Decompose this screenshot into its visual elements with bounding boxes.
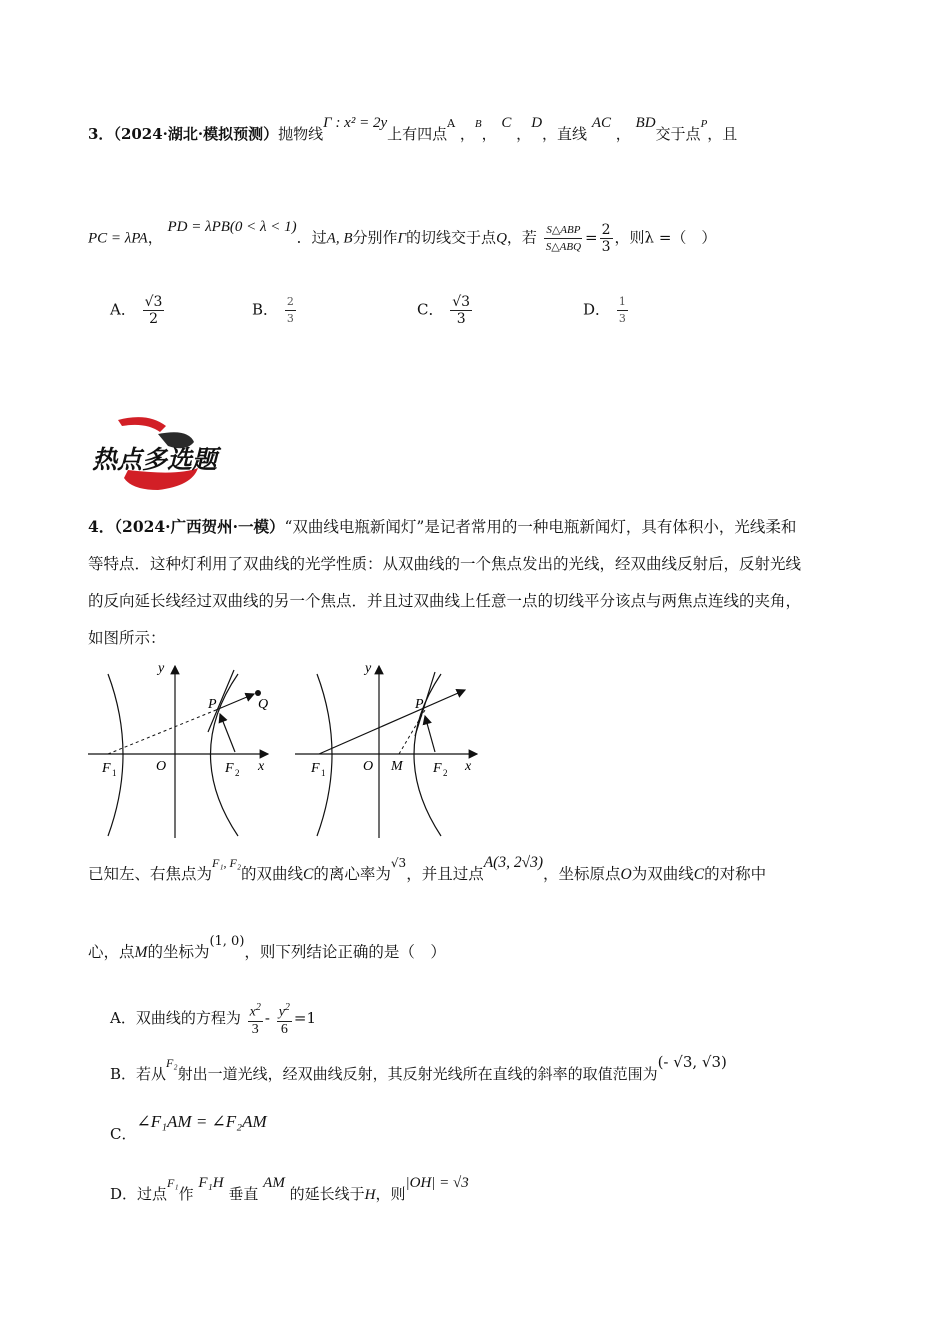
label-f2-sub: 2: [443, 768, 448, 778]
q3-line2: PC = λPA， PD = λPB(0 < λ < 1)．过A, B分别作Γ的切线交于点Q，若 $\frac{\text{S△ABP}}{\text{S△ABQ}}$ = $\frac{2}{3}$ ，则λ =（ ）: [88, 218, 717, 255]
option-text: 的延长线于: [289, 1185, 365, 1203]
option-label: C．: [417, 300, 444, 319]
option-text: ，则: [375, 1185, 406, 1203]
q3-text: ，则λ =（ ）: [614, 228, 717, 247]
q4-number: 4．: [88, 517, 115, 536]
option-label: B．: [252, 300, 279, 319]
option-label: D．: [110, 1185, 138, 1203]
q3-ratio-value: [600, 222, 613, 255]
q3-text: 上有四点: [387, 125, 448, 143]
q4-intro-line2: 等特点．这种灯利用了双曲线的光学性质：从双曲线的一个焦点发出的光线，经双曲线反射后，反射光线: [88, 555, 802, 573]
q4-c: C: [693, 866, 705, 883]
option-label: A．: [110, 1008, 136, 1027]
q3-text: ，且: [707, 125, 738, 143]
frac-den: 2: [149, 311, 158, 327]
option-label: B．: [110, 1065, 137, 1083]
incident-ray: [425, 716, 435, 752]
option-label: A．: [110, 300, 136, 319]
frac-den: 3: [618, 312, 626, 325]
q4-eccentricity: √3: [390, 856, 407, 870]
label-f1-sub: 1: [112, 768, 117, 778]
option-text: 双曲线的方程为: [135, 1008, 241, 1027]
option-am: AM: [263, 1175, 285, 1191]
option-eq: ∠F₁AM = ∠F₂AM: [136, 1112, 267, 1131]
q4-m-coord: (1, 0): [209, 934, 245, 949]
label-f1: F: [311, 761, 320, 776]
label-y: y: [365, 661, 372, 676]
option-h: H: [364, 1187, 376, 1203]
q3-point-p: P: [700, 118, 708, 130]
q4-intro-line3: 的反向延长线经过双曲线的另一个焦点．并且过双曲线上任意一点的切线平分该点与两焦点连线的夹角，: [88, 592, 802, 610]
q3-text: ，若: [506, 228, 537, 247]
label-y: y: [158, 661, 165, 676]
frac-den: 3: [601, 239, 611, 255]
q3-option-d[interactable]: [583, 294, 630, 327]
q4-intro-line1: [88, 508, 864, 546]
q4-option-b[interactable]: [110, 1053, 727, 1085]
q3-line1: 3．（2024·湖北·模拟预测）抛物线Γ : x² = 2y上有四点$^A$ ，$^B$， C ，D，直线 AC ， BD交于点$^P$，且: [88, 115, 738, 143]
q4-source: （2024·广西贺州·一模）: [114, 517, 285, 536]
q4-intro-line4: 如图所示：: [88, 629, 166, 647]
q4-intro-text: “双曲线电瓶新闻灯”是记者常用的一种电瓶新闻灯，具有体积小，光线柔和: [284, 518, 797, 536]
q3-number: 3．: [88, 125, 114, 143]
dashed-ray: [108, 710, 216, 754]
option-fraction: [143, 294, 165, 327]
label-f1: F: [102, 761, 111, 776]
q3-option-a[interactable]: [110, 294, 166, 327]
q4-m: M: [134, 944, 148, 961]
q3-cond1: PC = λPA: [88, 230, 148, 247]
banner-graphic: [88, 412, 233, 494]
label-o: O: [156, 759, 167, 774]
frac-y2-6: $\frac{y^2}{6}$: [278, 1002, 290, 1037]
label-q: Q: [258, 697, 269, 712]
label-p: P: [415, 697, 424, 712]
q4-text: ，坐标原点: [543, 865, 621, 883]
option-text: 作: [178, 1185, 194, 1203]
label-x: x: [465, 759, 472, 774]
q4-text: 的坐标为: [147, 943, 210, 961]
option-range: (- √3, √3): [657, 1053, 727, 1071]
q3-source: （2024·湖北·模拟预测）: [113, 125, 279, 143]
q4-f1f2: F₁, F₂: [212, 856, 242, 870]
frac-num: √3: [452, 294, 471, 310]
q4-known-line2: [88, 934, 446, 964]
point-q: [255, 690, 261, 696]
option-f1: F₁: [167, 1176, 179, 1190]
frac-num: √3: [144, 294, 163, 310]
q4-text: 的双曲线: [241, 865, 304, 883]
frac-num: S△ABP: [544, 222, 582, 239]
q4-option-c[interactable]: [110, 1112, 267, 1144]
label-x: x: [258, 759, 265, 774]
option-fraction: [617, 294, 628, 327]
option-label: D．: [583, 300, 611, 319]
q4-text: ，则下列结论正确的是（ ）: [244, 943, 446, 961]
q3-area-ratio: [544, 222, 583, 255]
q4-text: 心，点: [88, 943, 135, 961]
label-f1-sub: 1: [321, 768, 326, 778]
q3-ab: A, B: [326, 230, 353, 247]
banner-swoosh-top: [118, 417, 166, 432]
q3-text: ，直线: [542, 125, 588, 143]
option-f2: F₂: [166, 1056, 178, 1070]
q4-text: 为双曲线: [631, 865, 694, 883]
hyperbola-left-branch: [108, 674, 123, 836]
hyperbola-left-branch: [317, 674, 332, 836]
frac-num: 2: [285, 294, 296, 311]
label-p: P: [208, 697, 217, 712]
hot-multi-choice-banner: [88, 412, 233, 494]
q3-text: 交于点: [655, 125, 701, 143]
q4-text: 的离心率为: [313, 865, 391, 883]
incident-ray: [220, 714, 235, 752]
option-text: 射出一道光线，经双曲线反射，其反射光线所在直线的斜率的取值范围为: [177, 1065, 658, 1083]
q3-point-a: A: [447, 117, 456, 130]
q3-text: 分别作: [352, 228, 398, 247]
hyperbola-figure-right: [295, 660, 485, 840]
q3-q: Q: [496, 230, 507, 247]
q3-point-c: C: [501, 115, 512, 131]
option-text: 过点: [137, 1185, 168, 1203]
q4-text: ，并且过点: [406, 865, 484, 883]
hyperbola-figure-left: [88, 660, 278, 840]
q3-text: 的切线交于点: [406, 228, 497, 247]
label-f2-sub: 2: [235, 768, 240, 778]
q3-point-b: B: [474, 118, 482, 130]
q4-intro: [88, 508, 864, 657]
label-f2: F: [433, 761, 442, 776]
frac-den: 3: [456, 311, 466, 327]
q4-text: 的对称中: [704, 865, 767, 883]
q4-c: C: [303, 866, 314, 883]
banner-text: 热点多选题: [92, 445, 218, 474]
q3-text: ．过: [296, 228, 327, 247]
q3-gamma: Γ: [397, 230, 407, 247]
frac-x2-3: $\frac{x^2}{3}$: [249, 1002, 261, 1037]
option-f1h: F₁H: [198, 1175, 224, 1191]
q4-option-d[interactable]: [110, 1175, 469, 1205]
q3-eq-gamma: Γ : x² = 2y: [323, 115, 388, 131]
label-f2: F: [225, 761, 234, 776]
label-m: M: [391, 759, 403, 774]
frac-den: S△ABQ: [545, 241, 582, 253]
q4-o: O: [620, 866, 632, 883]
q3-cond2: PD = λPB(0 < λ < 1): [167, 218, 297, 235]
q4-known-line1: [88, 854, 767, 885]
q4-option-a[interactable]: A．双曲线的方程为 $\frac{x^2}{3}$ - $\frac{y^2}{6}$ =1: [110, 1002, 317, 1037]
option-eq-end: =1: [293, 1008, 317, 1027]
frac-den: 3: [286, 312, 294, 325]
q3-option-b[interactable]: [252, 294, 298, 327]
q4-point-a: A(3, 2√3): [483, 854, 544, 871]
option-label: C．: [110, 1125, 137, 1143]
q3-line-ac: AC: [591, 115, 611, 131]
frac-num: 2: [601, 222, 611, 238]
q3-option-c[interactable]: [417, 294, 474, 327]
option-eq: |OH| = √3: [405, 1175, 469, 1191]
q4-text: 已知左、右焦点为: [88, 865, 213, 883]
label-o: O: [363, 759, 374, 774]
option-text: 若从: [136, 1065, 167, 1083]
reflected-ray: [319, 690, 465, 754]
option-fraction: [285, 294, 296, 327]
frac-num: 1: [617, 294, 628, 311]
option-text: 垂直: [228, 1185, 259, 1203]
q3-point-d: D: [531, 115, 543, 131]
q3-line-bd: BD: [635, 115, 656, 131]
q3-text: 抛物线: [278, 125, 324, 143]
option-fraction: [450, 294, 472, 327]
